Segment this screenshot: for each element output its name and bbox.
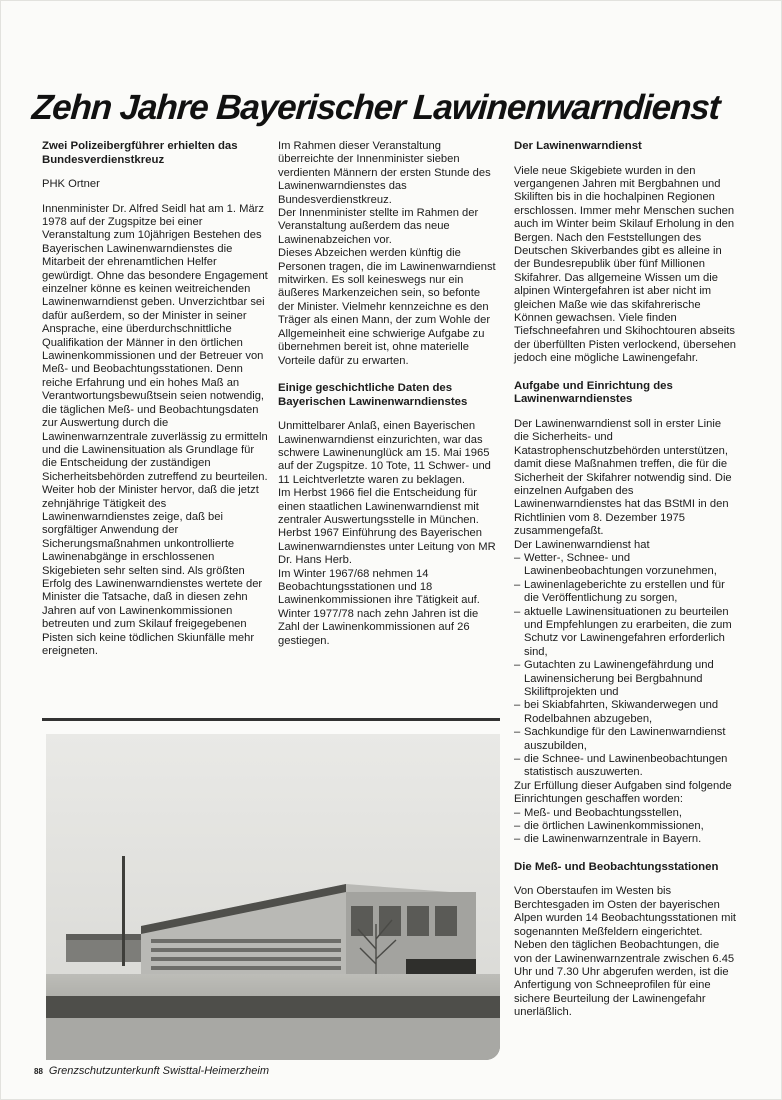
paragraph: Weiter hob der Minister hervor, daß die jetzt zehnjährige Tätigkeit des Lawinenwarndienstes zeige, daß bei sorgfältiger Anwendung der Sicherungsmaßnahmen unkontrollierte Lawinenabgänge in erschlossenen Skigebieten sehr selten sind. Als größten Erfolg des Lawinenwarndienstes wertete der Minister die Tatsache, daß in diesen zehn Jahren auf von Lawinenkommissionen betreuten und zum Skilauf freigegebenen Pisten sich keine tödlichen Skiunfälle mehr ereigneten. [42,484,263,657]
paragraph: Im Rahmen dieser Veranstaltung überreichte der Innenminister sieben verdienten Männern der ersten Stunde des Lawinenwarndienstes das Bundesverdienstkreuz. [278,140,491,206]
section-heading-awards: Zwei Polizeibergführer erhielten das Bundesverdienstkreuz [42,140,238,166]
column-3 [514,140,738,1020]
facility-list [514,807,738,847]
building-photo-illustration [46,734,500,1060]
paragraph: Herbst 1967 Einführung des Bayerischen Lawinenwarndienstes unter Leitung von MR Dr. Hans Herb. [278,527,496,567]
photo-top-rule [42,718,500,721]
paragraph: Der Innenminister stellte im Rahmen der Veranstaltung außerdem das neue Lawinenabzeichen vor. [278,207,479,246]
list-item: – die örtlichen Lawinenkommissionen, [514,820,738,833]
list-item: – die Schnee- und Lawinenbeobachtungen statistisch auszuwerten. [514,753,738,780]
foreground-road [46,1018,500,1060]
paragraph: Im Winter 1967/68 nehmen 14 Beobachtungsstationen und 18 Lawinenkommissionen ihre Tätigkeit auf. [278,567,480,607]
lamp-pole [122,856,125,966]
paragraph: Der Lawinenwarndienst hat [514,538,650,551]
author-line: PHK Ortner [42,178,100,191]
list-item: – die Lawinenwarnzentrale in Bayern. [514,833,738,846]
section-heading-warndienst: Der Lawinenwarndienst [514,140,642,152]
paragraph: Innenminister Dr. Alfred Seidl hat am 1. März 1978 auf der Zugspitze bei einer Veranstaltung zum 10jährigen Bestehen des Bayerischen Lawinenwarndienstes die Mitarbeit der ehrenamtlichen Helfer gewürdigt. Ohne das besondere Engagement einzelner könne es keinen weitreichenden Lawinenwarndienst geben. Unverzichtbar sei dafür außerdem, so der Minister in seiner Ansprache, eine überdurchschnittliche Qualifikation der Männer in den örtlichen Lawinenkommissionen und der Betreuer von Meß- und Beobachtungsstationen. Denn reiche Erfahrung und ein hohes Maß an Verantwortungsbewußtsein seien notwendig, die täglichen Meß- und Beobachtungsdaten zur Auswertung durch die Lawinenwarnzentrale zuverlässig zu ermitteln und die Lawinensituation als Grundlage für die Entscheidung der zuständigen Sicherheitsbehörden zutreffend zu beurteilen. [42,202,268,483]
list-item: – bei Skiabfahrten, Skiwanderwegen und Rodelbahnen abzugeben, [514,699,738,726]
paragraph: Dieses Abzeichen werden künftig die Personen tragen, die im Lawinenwarndienst mitwirken. Es soll keineswegs nur ein äußeres Markenzeichen sein, so befonte der Minister. Vielmehr kennzeichne es den Träger als einen Mann, der zum Wohle der Allgemeinheit eine schwierige Aufgabe zu übernehmen bereit ist, ohne materielle Vorteile dafür zu erwarten. [278,247,496,367]
list-item: – aktuelle Lawinensituationen zu beurteilen und Empfehlungen zu erarbeiten, die zum Schutz vor Lawinengefahren erforderlich sind, [514,606,738,660]
building-photo [46,734,500,1060]
photo-caption [34,1064,269,1079]
section-heading-aufgabe: Aufgabe und Einrichtung des Lawinenwarndienstes [514,379,673,406]
paragraph: Zur Erfüllung dieser Aufgaben sind folgende Einrichtungen geschaffen worden: [514,779,732,806]
section-heading-stations: Die Meß- und Beobachtungsstationen [514,860,719,873]
paragraph: Winter 1977/78 nach zehn Jahren ist die Zahl der Lawinenkommissionen auf 26 gestiegen. [278,607,479,647]
list-item: – Meß- und Beobachtungsstellen, [514,807,738,820]
task-list [514,552,738,780]
paragraph: Viele neue Skigebiete wurden in den vergangenen Jahren mit Bergbahnen und Skiliften bis in die hochalpinen Regionen erschlossen. Immer mehr Menschen suchen auch im Winter beim Skilauf Erholung in den Bergen. Nach den Feststellungen des Deutschen Skiverbandes gibt es alleine in der Bundesrepublik über fünf Millionen Skifahrer. Das allgemeine Wissen um die alpinen Wintergefahren ist aber nicht im gleichen Maße wie das skifahrerische Können gewachsen. Viele finden Tiefschneefahren und Skihochtouren abseits der überfüllten Pisten verlockend, übersehen jedoch eine mögliche Lawinengefahr. [514,164,737,365]
list-item: – Gutachten zu Lawinengefährdung und Lawinensicherung bei Bergbahnund Skiliftprojekten und [514,659,738,699]
article-title: Zehn Jahre Bayerischer Lawinenwarndienst [30,88,721,127]
section-heading-history: Einige geschichtliche Daten des Bayerischen Lawinenwarndienstes [278,381,468,408]
paragraph: Im Herbst 1966 fiel die Entscheidung für einen staatlichen Lawinenwarndienst mit zentraler Auswertungsstelle in München. [278,487,479,526]
caption-text: Grenzschutzunterkunft Swisttal-Heimerzheim [48,1065,269,1077]
list-item: – Sachkundige für den Lawinenwarndienst auszubilden, [514,726,738,753]
column-2 [278,140,498,648]
list-item: – Lawinenlageberichte zu erstellen und für die Veröffentlichung zu sorgen, [514,579,738,606]
column-1 [42,140,268,658]
hedge [46,996,500,1018]
page-number: 88 [34,1067,43,1076]
paragraph: Der Lawinenwarndienst soll in erster Linie die Sicherheits- und Katastrophenschutzbehörden unterstützen, damit diese Maßnahmen treffen, die für die Sicherheit der Skifahrer notwendig sind. Die einzelnen Aufgaben des Lawinenwarndienstes hat das BStMI in den Richtlinien vom 8. Dezember 1975 zusammengefaßt. [514,417,732,538]
paragraph: Von Oberstaufen im Westen bis Berchtesgaden im Osten der bayerischen Alpen wurden 14 Beobachtungsstationen mit sogenannten Meßfeldern eingerichtet. Neben den täglichen Beobachtungen, die von der Lawinenwarnzentrale zwischen 6.45 Uhr und 7.30 Uhr abgerufen werden, ist die Anfertigung von Schneeprofilen für eine sichere Beurteilung der Lawinengefahr unerläßlich. [514,885,737,1019]
paragraph: Unmittelbarer Anlaß, einen Bayerischen Lawinenwarndienst einzurichten, war das schwere Lawinenunglück am 15. Mai 1965 auf der Zugspitze. 10 Tote, 11 Schwer- und 11 Leichtverletzte waren zu beklagen. [278,420,491,486]
list-item: – Wetter-, Schnee- und Lawinenbeobachtungen vorzunehmen, [514,552,738,579]
